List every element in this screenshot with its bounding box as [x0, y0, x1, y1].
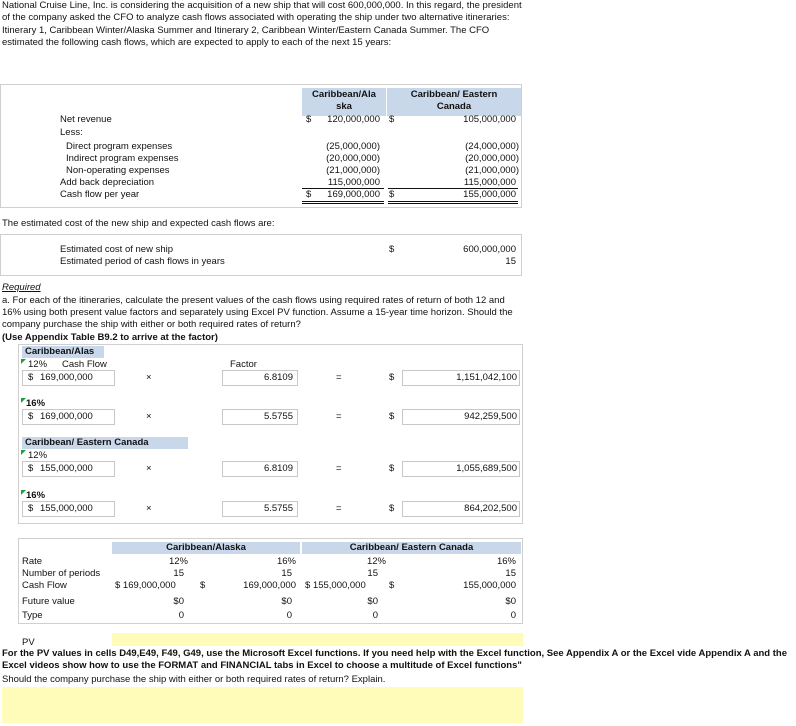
pv-result-cell[interactable] — [402, 501, 520, 517]
dollar-sign: $ — [28, 372, 34, 383]
cell-value: (24,000,000) — [465, 141, 519, 152]
factor-cell[interactable] — [222, 461, 298, 477]
row-label: Less: — [60, 127, 83, 138]
cash-flow-value: 155,000,000 — [40, 503, 93, 514]
excel-alaska-title: Caribbean/Alaska — [112, 542, 300, 554]
excel-periods: 15 — [173, 568, 184, 579]
cash-flow-cell[interactable] — [22, 501, 115, 517]
col-header-eastern-line1: Caribbean/ Eastern — [410, 89, 498, 100]
excel-cash-flow: 155,000,000 — [463, 580, 516, 591]
row-label: Add back depreciation — [60, 177, 155, 188]
cash-flow-header: Cash Flow — [62, 359, 107, 370]
dollar-sign: $ — [200, 580, 206, 591]
excel-future-value: $0 — [281, 596, 292, 607]
times-sign: × — [146, 463, 152, 474]
excel-future-value: $0 — [173, 596, 184, 607]
cell-value: 120,000,000 — [327, 114, 380, 125]
factor-cell[interactable] — [222, 501, 298, 517]
appendix-note: (Use Appendix Table B9.2 to arrive at the factor) — [2, 332, 218, 343]
pv-value: 942,259,500 — [464, 411, 517, 422]
equals-sign: = — [336, 372, 342, 383]
dollar-sign: $ — [389, 372, 395, 383]
row-label: Cash flow per year — [60, 189, 140, 200]
cell-value: (25,000,000) — [326, 141, 380, 152]
excel-future-value: $0 — [505, 596, 516, 607]
cell-value: (20,000,000) — [326, 153, 380, 164]
dollar-sign: $ — [389, 503, 395, 514]
eastern-factor-title: Caribbean/ Eastern Canada — [22, 437, 188, 449]
excel-rate: 16% — [496, 556, 516, 567]
factor-value: 6.8109 — [263, 372, 293, 383]
excel-rate: 12% — [366, 556, 386, 567]
double-underline — [388, 203, 518, 204]
times-sign: × — [146, 372, 152, 383]
excel-eastern-title: Caribbean/ Eastern Canada — [302, 542, 521, 554]
rate-label: 12% — [28, 359, 48, 370]
col-header-alaska-line2: ska — [336, 101, 352, 112]
period-label: Estimated period of cash flows in years — [60, 256, 225, 267]
equals-sign: = — [336, 463, 342, 474]
cost-value: 600,000,000 — [463, 244, 516, 255]
double-underline — [302, 203, 384, 204]
times-sign: × — [146, 411, 152, 422]
period-value: 15 — [505, 256, 516, 267]
equals-sign: = — [336, 411, 342, 422]
dollar-sign: $ — [389, 580, 395, 591]
factor-header: Factor — [230, 359, 257, 370]
excel-label-type: Type — [22, 610, 43, 621]
cash-flow-cell[interactable] — [22, 409, 115, 425]
excel-label-periods: Number of periods — [22, 568, 101, 579]
dollar-sign: $ — [28, 463, 34, 474]
double-underline — [302, 201, 384, 202]
explain-answer-box[interactable] — [2, 687, 523, 723]
dollar-sign: $ — [28, 503, 34, 514]
excel-type: 0 — [510, 610, 516, 621]
col-header-alaska — [302, 88, 386, 116]
pv-label: PV — [22, 637, 35, 648]
pv-value: 1,055,689,500 — [456, 463, 517, 474]
excel-label-cash-flow: Cash Flow — [22, 580, 67, 591]
row-label: Non-operating expenses — [66, 165, 170, 176]
pv-result-cell[interactable] — [402, 409, 520, 425]
equals-sign: = — [336, 503, 342, 514]
row-label: Direct program expenses — [66, 141, 173, 152]
cell-value: 169,000,000 — [327, 189, 380, 200]
factor-value: 5.5755 — [263, 411, 293, 422]
dollar-sign: $ — [389, 189, 395, 200]
excel-periods: 15 — [505, 568, 516, 579]
excel-rate: 12% — [168, 556, 188, 567]
excel-periods: 15 — [281, 568, 292, 579]
cash-flow-value: 169,000,000 — [40, 372, 93, 383]
rate-label: 12% — [28, 450, 48, 461]
col-header-alaska-line1: Caribbean/Ala — [312, 89, 376, 100]
cash-flow-value: 155,000,000 — [40, 463, 93, 474]
rate-label: 16% — [26, 398, 46, 409]
question-a: a. For each of the itineraries, calculate the present values of the cash flows using required rates of return of both 12 and 16% using both present value factors and separately using Excel PV function. Assume a 15-year time horizon. Should the company purchase the ship with either or both required rates of return? — [2, 295, 513, 331]
excel-label-future-value: Future value — [22, 596, 75, 607]
row-label: Indirect program expenses — [66, 153, 179, 164]
pv-value: 1,151,042,100 — [456, 372, 517, 383]
factor-value: 6.8109 — [263, 463, 293, 474]
cell-value: 115,000,000 — [327, 177, 380, 188]
cell-value: 155,000,000 — [463, 189, 516, 200]
excel-type: 0 — [286, 610, 292, 621]
rate-label: 16% — [26, 490, 46, 501]
excel-cash-flow: $ 155,000,000 — [305, 580, 366, 591]
cash-flow-cell[interactable] — [22, 370, 115, 386]
dollar-sign: $ — [389, 114, 395, 125]
excel-periods: 15 — [367, 568, 378, 579]
double-underline — [388, 201, 518, 202]
times-sign: × — [146, 503, 152, 514]
cash-flow-cell[interactable] — [22, 461, 115, 477]
dollar-sign: $ — [28, 411, 34, 422]
cell-value: (21,000,000) — [465, 165, 519, 176]
dollar-sign: $ — [389, 463, 395, 474]
alaska-factor-title: Caribbean/Alas — [22, 346, 104, 358]
cost-label: Estimated cost of new ship — [60, 244, 173, 255]
excel-rate: 16% — [276, 556, 296, 567]
pv-value: 864,202,500 — [464, 503, 517, 514]
explain-question: Should the company purchase the ship with either or both required rates of return? Explain. — [2, 674, 386, 685]
cell-value: 115,000,000 — [463, 177, 516, 188]
factor-value: 5.5755 — [263, 503, 293, 514]
dollar-sign: $ — [389, 244, 395, 255]
cell-value: (20,000,000) — [465, 153, 519, 164]
excel-instructions: For the PV values in cells D49,E49, F49, G49, use the Microsoft Excel functions. If you need help with the Excel function, See Appendix A or the Excel vide Appendix A and the Excel videos show how to use the FORMAT and FINANCIAL tabs in Excel to choose a multitude of Excel functions" — [2, 648, 787, 671]
factor-cell[interactable] — [222, 370, 298, 386]
green-triangle-icon — [21, 359, 26, 364]
excel-type: 0 — [178, 610, 184, 621]
green-triangle-icon — [21, 450, 26, 455]
factor-cell[interactable] — [222, 409, 298, 425]
excel-future-value: $0 — [367, 596, 378, 607]
row-label: Net revenue — [60, 114, 112, 125]
excel-cash-flow: 169,000,000 — [243, 580, 296, 591]
pv-result-cell[interactable] — [402, 461, 520, 477]
cell-value: 105,000,000 — [463, 114, 516, 125]
dollar-sign: $ — [306, 114, 312, 125]
dollar-sign: $ — [389, 411, 395, 422]
col-header-eastern-line2: Canada — [436, 101, 472, 112]
cell-value: (21,000,000) — [326, 165, 380, 176]
required-heading: Required — [2, 282, 41, 293]
dollar-sign: $ — [306, 189, 312, 200]
pv-answer-row[interactable] — [112, 633, 523, 646]
problem-intro: National Cruise Line, Inc. is considering the acquisition of a new ship that will cost 600,000,000. In this regard, the president of the company asked the CFO to analyze cash flows associated with operating the ship under two alternative itineraries: Itinerary 1, Caribbean Winter/Alaska Summer and Itinerary 2, Caribbean Winter/Eastern Canada Summer. The CFO estimated the following cash flows, which are expected to apply to each of the next 15 years: — [2, 0, 522, 48]
excel-label-rate: Rate — [22, 556, 43, 567]
excel-type: 0 — [372, 610, 378, 621]
cash-flow-value: 169,000,000 — [40, 411, 93, 422]
pv-result-cell[interactable] — [402, 370, 520, 386]
col-header-eastern — [387, 88, 521, 116]
ship-cost-intro: The estimated cost of the new ship and expected cash flows are: — [2, 218, 275, 229]
excel-cash-flow: $ 169,000,000 — [115, 580, 176, 591]
